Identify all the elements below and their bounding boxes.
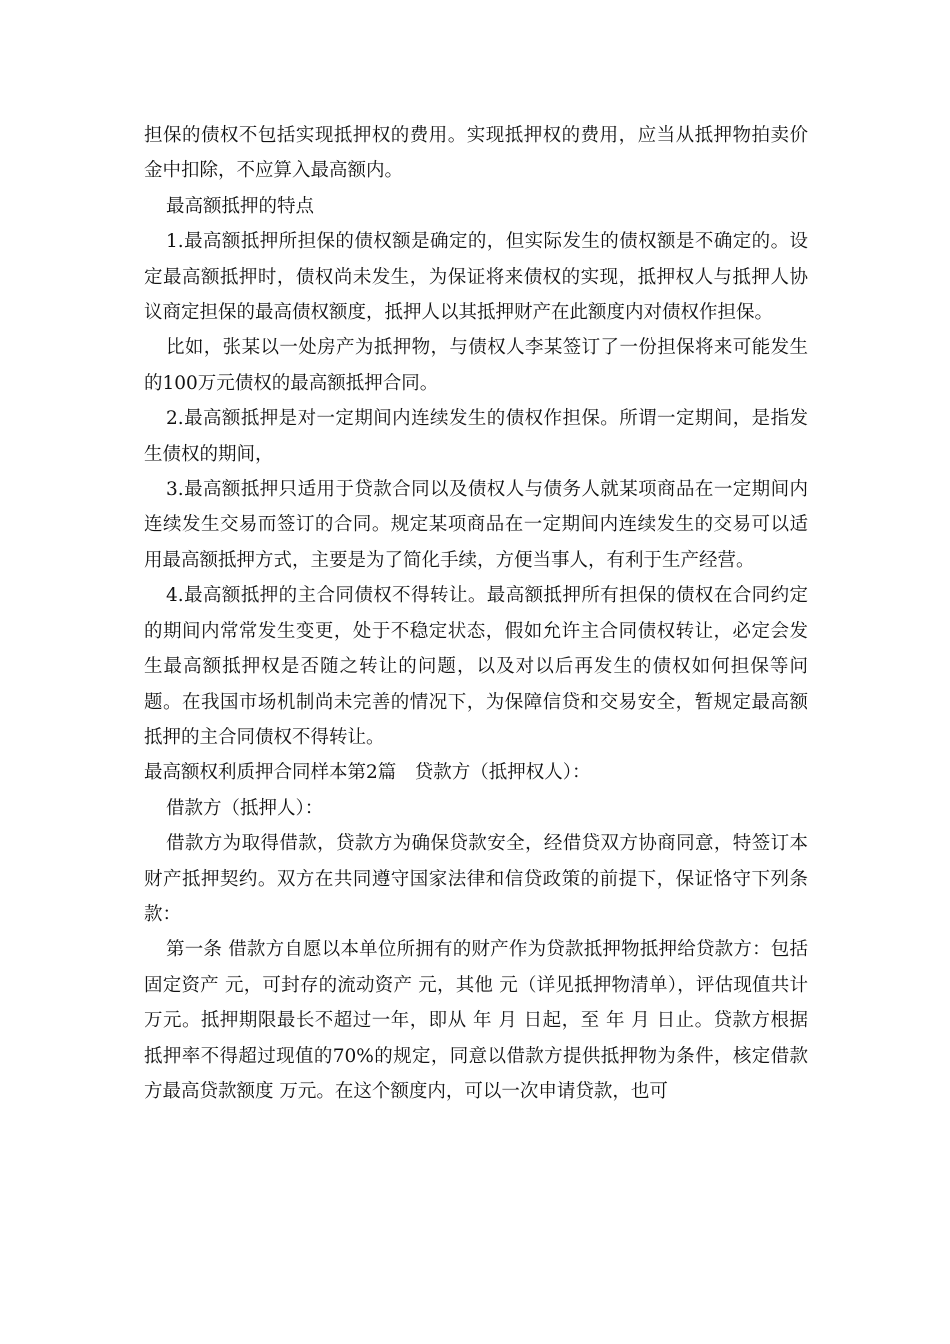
contract-preamble: 借款方为取得借款，贷款方为确保贷款安全，经借贷双方协商同意，特签订本财产抵押契约。双方在共同遵守国家法律和信贷政策的前提下，保证恪守下列条款： — [144, 833, 808, 925]
document-body — [144, 118, 808, 1109]
paragraph-point-1: 1.最高额抵押所担保的债权额是确定的，但实际发生的债权额是不确定的。设定最高额抵押时，债权尚未发生，为保证将来债权的实现，抵押权人与抵押人协议商定担保的最高债权额度，抵押人以其抵押财产在此额度内对债权作担保。 — [144, 231, 808, 324]
contract-title-line: 最高额权利质押合同样本第2篇 贷款方（抵押权人）： — [144, 762, 591, 784]
article-one: 第一条 借款方自愿以本单位所拥有的财产作为贷款抵押物抵押给贷款方：包括固定资产 元，可封存的流动资产 元，其他 元（详见抵押物清单），评估现值共计 万元。抵押期限最长不超过一年，即从 年 月 日起，至 年 月 日止。贷款方根据抵押率不得超过现值的70%的规定，同意以借款方提供抵押物为条件，核定借款方最高贷款额度 万元。在这个额度内，可以一次申请贷款，也可 — [144, 939, 808, 1102]
paragraph-point-4: 4.最高额抵押的主合同债权不得转让。最高额抵押所有担保的债权在合同约定的期间内常常发生变更，处于不稳定状态，假如允许主合同债权转让，必定会发生最高额抵押权是否随之转让的问题，以及对以后再发生的债权如何担保等问题。在我国市场机制尚未完善的情况下，为保障信贷和交易安全，暂规定最高额抵押的主合同债权不得转让。 — [144, 585, 808, 748]
paragraph-point-3: 3.最高额抵押只适用于贷款合同以及债权人与债务人就某项商品在一定期间内连续发生交易而签订的合同。规定某项商品在一定期间内连续发生的交易可以适用最高额抵押方式，主要是为了简化手续，方便当事人，有利于生产经营。 — [144, 479, 808, 571]
section-heading: 最高额抵押的特点 — [166, 195, 315, 217]
paragraph-continuation: 担保的债权不包括实现抵押权的费用。实现抵押权的费用，应当从抵押物拍卖价金中扣除，不应算入最高额内。 — [144, 125, 808, 182]
paragraph-example: 比如，张某以一处房产为抵押物，与债权人李某签订了一份担保将来可能发生的100万元债权的最高额抵押合同。 — [144, 337, 808, 394]
borrower-line: 借款方（抵押人）： — [166, 797, 324, 819]
paragraph-point-2: 2.最高额抵押是对一定期间内连续发生的债权作担保。所谓一定期间，是指发生债权的期间， — [144, 408, 808, 465]
